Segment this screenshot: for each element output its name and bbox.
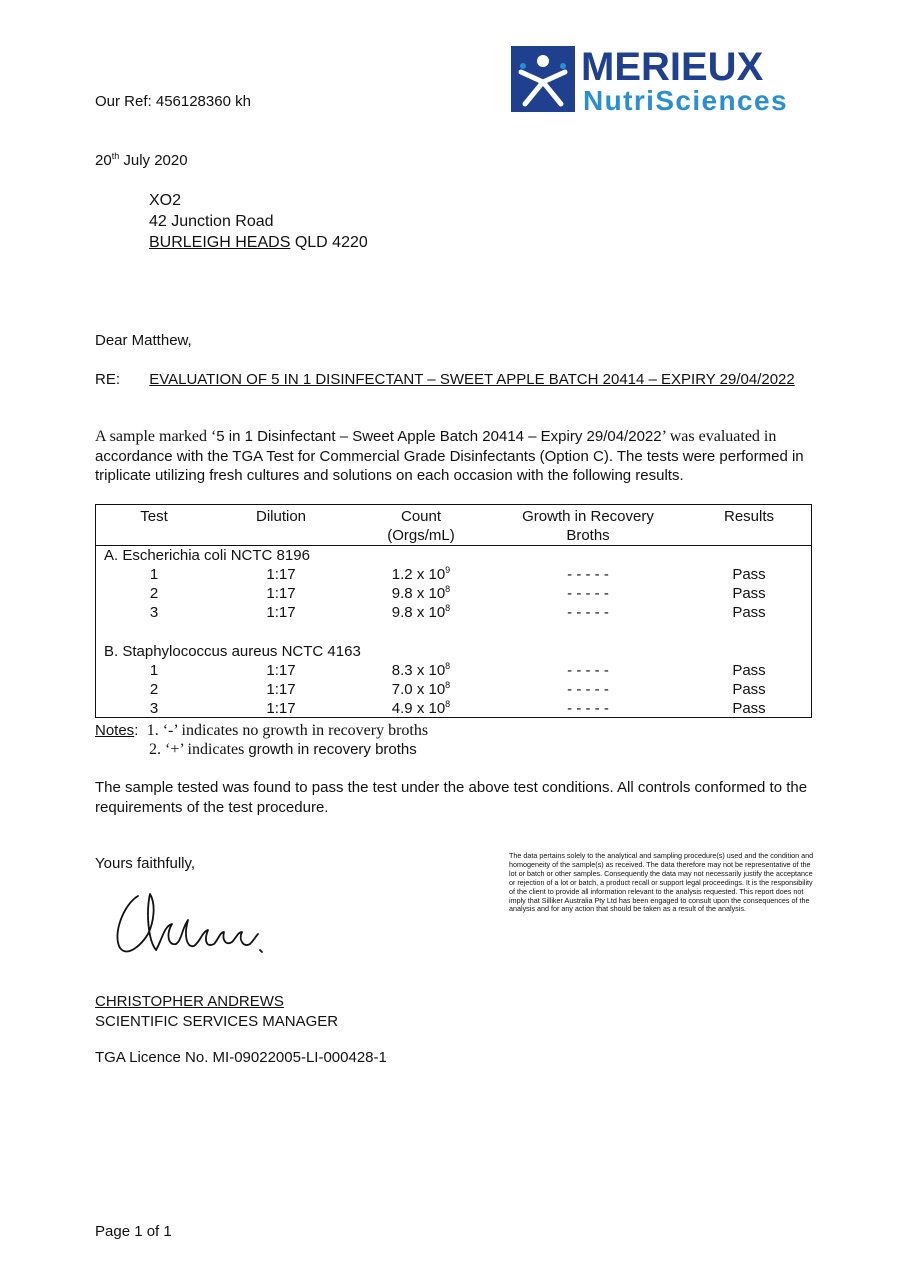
table-cell-result: Pass bbox=[732, 681, 766, 698]
header-test: Test bbox=[140, 508, 168, 525]
note-1: Notes: 1. ‘-’ indicates no growth in recovery broths bbox=[95, 722, 429, 739]
table-cell-count: 8.3 x $10^8$ bbox=[391, 661, 451, 679]
notes bbox=[95, 721, 428, 759]
table-cell-count: 7.0 x $10^8$ bbox=[391, 680, 451, 698]
header-count-unit: (Orgs/mL) bbox=[387, 527, 455, 544]
group-label-a: A. Escherichia coli NCTC 8196 bbox=[104, 547, 310, 564]
table-cell-count: 9.8 x $10^8$ bbox=[391, 584, 451, 602]
page-number: Page 1 of 1 bbox=[95, 1223, 172, 1240]
table-cell-count: 4.9 x $10^8$ bbox=[391, 699, 451, 717]
table-cell-growth: - - - - - bbox=[567, 566, 609, 583]
table-cell-count: 1.2 x $10^9$ bbox=[391, 565, 451, 583]
table-cell-growth: - - - - - bbox=[567, 585, 609, 602]
tga-licence: TGA Licence No. MI-09022005-LI-000428-1 bbox=[95, 1049, 387, 1066]
table-cell-growth: - - - - - bbox=[567, 662, 609, 679]
table-cell-dilution: 1:17 bbox=[266, 681, 296, 698]
logo-text-top: MERIEUX bbox=[581, 46, 764, 89]
table-cell-result: Pass bbox=[732, 700, 766, 717]
table-cell-dilution: 1:17 bbox=[266, 700, 296, 717]
table-cell-growth: - - - - - bbox=[567, 604, 609, 621]
table-cell-result: Pass bbox=[732, 662, 766, 679]
letter-date: 20th July 2020 bbox=[95, 151, 188, 169]
header-count: Count bbox=[400, 508, 442, 525]
header-dilution: Dilution bbox=[255, 508, 307, 525]
signatory-title: SCIENTIFIC SERVICES MANAGER bbox=[95, 1012, 339, 1030]
header-growth-2: Broths bbox=[566, 527, 610, 544]
greeting: Dear Matthew, bbox=[95, 332, 192, 349]
table-cell-dilution: 1:17 bbox=[266, 604, 296, 621]
table-cell-test: 1 bbox=[149, 662, 159, 679]
table-cell-result: Pass bbox=[732, 604, 766, 621]
table-cell-test: 2 bbox=[149, 585, 159, 602]
our-ref: Our Ref: 456128360 kh bbox=[95, 93, 251, 110]
table-cell-result: Pass bbox=[732, 585, 766, 602]
conclusion-paragraph: The sample tested was found to pass the test under the above test conditions. All controls conformed to the requirements of the test procedure. bbox=[95, 779, 808, 816]
closing: Yours faithfully, bbox=[95, 855, 196, 872]
table-cell-test: 3 bbox=[149, 604, 159, 621]
table-cell-test: 2 bbox=[149, 681, 159, 698]
table-cell-count: 9.8 x $10^8$ bbox=[391, 603, 451, 621]
table-cell-test: 1 bbox=[149, 566, 159, 583]
table-cell-result: Pass bbox=[732, 566, 766, 583]
note-2: 2. ‘+’ indicates growth in recovery broths bbox=[149, 741, 417, 758]
signatory-name: CHRISTOPHER ANDREWS bbox=[95, 993, 284, 1010]
subject-line: RE: EVALUATION OF 5 IN 1 DISINFECTANT – SWEET APPLE BATCH 20414 – EXPIRY 29/04/2022 bbox=[95, 371, 795, 388]
signatory bbox=[95, 992, 338, 1031]
table-cell-dilution: 1:17 bbox=[266, 662, 296, 679]
merieux-logo bbox=[511, 46, 813, 114]
signature bbox=[110, 882, 270, 962]
table-cell-dilution: 1:17 bbox=[266, 585, 296, 602]
table-cell-dilution: 1:17 bbox=[266, 566, 296, 583]
intro-paragraph: A sample marked ‘5 in 1 Disinfectant – Sweet Apple Batch 20414 – Expiry 29/04/2022’ was evaluated in accordance with the TGA Test for Commercial Grade Disinfectants (Option C). The tests were performed in triplicate utilizing fresh cultures and solutions on each occasion with the following results. bbox=[95, 428, 804, 484]
group-label-b: B. Staphylococcus aureus NCTC 4163 bbox=[104, 643, 361, 660]
results-table bbox=[95, 504, 812, 718]
header-growth: Growth in Recovery bbox=[522, 508, 654, 525]
recipient-address bbox=[149, 190, 368, 253]
table-cell-test: 3 bbox=[149, 700, 159, 717]
address-line3: BURLEIGH HEADS QLD 4220 bbox=[149, 234, 368, 251]
table-cell-growth: - - - - - bbox=[567, 681, 609, 698]
address-line1: XO2 bbox=[149, 192, 182, 209]
address-line2: 42 Junction Road bbox=[149, 213, 274, 230]
table-cell-growth: - - - - - bbox=[567, 700, 609, 717]
logo-text-bottom: NutriSciences bbox=[583, 85, 788, 114]
disclaimer: The data pertains solely to the analytical and sampling procedure(s) used and the condition and homogeneity of the sample(s) as received. The data therefore may not be representative of the lot or batch or other samples. Consequently the data may not necessarily justify the acceptance or rejection of a lot or batch, a product recall or support legal proceedings. It is the responsibility of the client to provide all information relevant to the analysis requested. This report does not imply that Silliker Australia Pty Ltd has been engaged to consult upon the consequences of the analysis and for any action that should be taken as a result of the analysis. bbox=[509, 851, 814, 914]
header-results: Results bbox=[723, 508, 775, 525]
